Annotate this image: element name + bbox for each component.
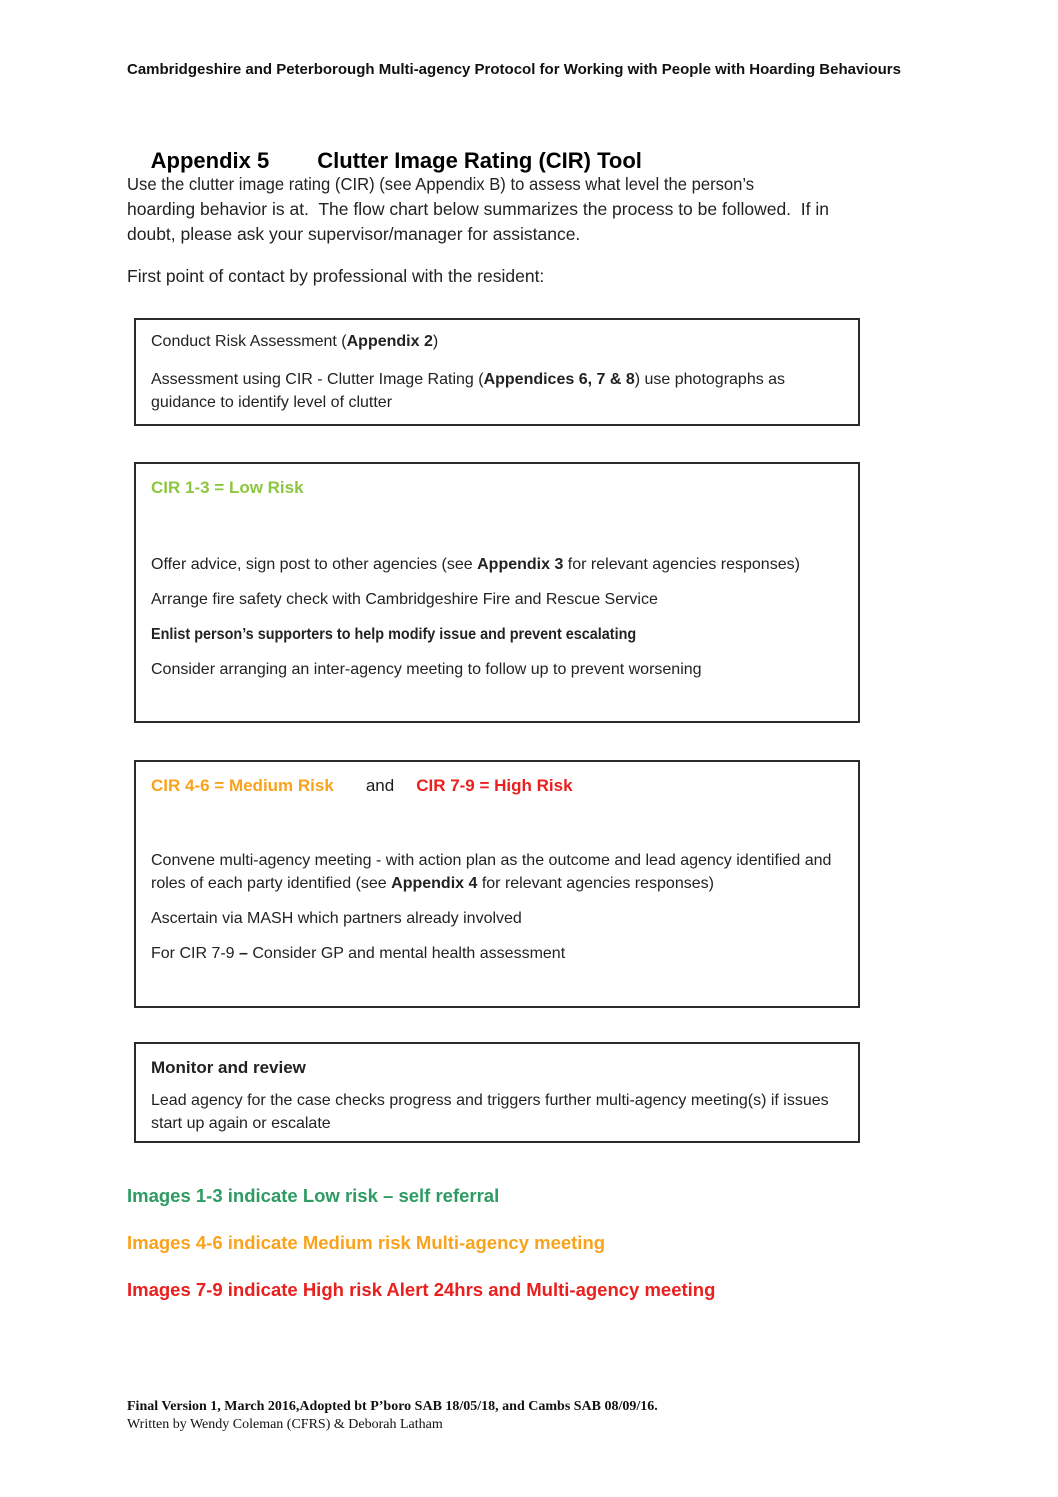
intro-line-1: Use the clutter image rating (CIR) (see Appendix B) to assess what level the person’s — [127, 174, 755, 194]
intro-line-2: hoarding behavior is at. The flow chart below summarizes the process to be followed. If in — [127, 199, 829, 219]
document-footer — [127, 1398, 658, 1433]
medium-high-p1 — [151, 849, 843, 895]
appendix-label: Appendix 5 — [150, 148, 270, 173]
flowchart-box-monitor-review — [134, 1042, 860, 1143]
risk-summary-section — [127, 1185, 715, 1326]
text-segment: for relevant agencies responses) — [563, 556, 800, 573]
monitor-heading: Monitor and review — [151, 1058, 306, 1077]
medium-risk-label: CIR 4-6 = Medium Risk — [151, 776, 334, 795]
monitor-body: Lead agency for the case checks progress and triggers further multi-agency meeting(s) if issues start up again or escalate — [151, 1092, 829, 1132]
medium-high-p3 — [151, 942, 843, 965]
text-segment: Offer advice, sign post to other agencies (see — [151, 556, 478, 573]
footer-author-line: Written by Wendy Coleman (CFRS) & Deborah Latham — [127, 1416, 443, 1432]
text-segment: ) — [432, 333, 439, 350]
text-segment: Assessment using CIR - Clutter Image Rating ( — [151, 371, 484, 388]
high-risk-label: CIR 7-9 = High Risk — [416, 776, 573, 795]
assessment-body — [151, 368, 843, 414]
low-risk-p4: Consider arranging an inter-agency meeting to follow up to prevent worsening — [151, 661, 702, 678]
and-separator: and — [365, 776, 395, 795]
low-risk-p1 — [151, 553, 843, 576]
text-segment: For CIR 7-9 — [151, 945, 240, 962]
title-text: Clutter Image Rating (CIR) Tool — [317, 148, 642, 173]
low-risk-heading: CIR 1-3 = Low Risk — [151, 478, 304, 497]
text-segment: ) use photographs as guidance to identify level of clutter — [151, 371, 786, 411]
enlist-supporters-line: Enlist person’s supporters to help modify issue and prevent escalating — [151, 626, 637, 643]
intro-line-3: doubt, please ask your supervisor/manager for assistance. — [127, 224, 581, 244]
contact-line: First point of contact by professional with the resident: — [127, 266, 545, 286]
intro-paragraph — [127, 172, 829, 247]
medium-high-p2: Ascertain via MASH which partners already involved — [151, 910, 522, 927]
flowchart-box-low-risk — [134, 462, 860, 723]
flowchart-box-risk-assessment — [134, 318, 860, 426]
risk-summary-low: Images 1-3 indicate Low risk – self referral — [127, 1185, 500, 1206]
flowchart-box-medium-high-risk — [134, 760, 860, 1008]
low-risk-p3 — [151, 623, 843, 646]
appendix-3-reference: Appendix 3 — [477, 556, 564, 573]
text-segment: for relevant agencies responses) — [477, 875, 714, 892]
text-segment: Conduct Risk Assessment ( — [151, 333, 347, 350]
risk-summary-medium: Images 4-6 indicate Medium risk Multi-agency meeting — [127, 1232, 606, 1253]
assessment-title — [151, 330, 843, 353]
appendices-678-reference: Appendices 6, 7 & 8 — [483, 371, 635, 388]
document-header: Cambridgeshire and Peterborough Multi-agency Protocol for Working with People with Hoarding Behaviours — [127, 61, 901, 78]
medium-high-heading — [151, 774, 843, 797]
text-segment: Consider GP and mental health assessment — [247, 945, 566, 962]
footer-version-line: Final Version 1, March 2016,Adopted bt P’boro SAB 18/05/18, and Cambs SAB 08/09/16. — [127, 1399, 658, 1414]
appendix-2-reference: Appendix 2 — [346, 333, 433, 350]
risk-summary-high: Images 7-9 indicate High risk Alert 24hrs and Multi-agency meeting — [127, 1279, 716, 1300]
text-segment: Convene multi-agency meeting - with action plan as the outcome and lead agency identified and roles of each party identified (see — [151, 852, 832, 892]
appendix-4-reference: Appendix 4 — [391, 875, 478, 892]
low-risk-p2: Arrange fire safety check with Cambridgeshire Fire and Rescue Service — [151, 591, 658, 608]
dash-separator: – — [239, 945, 248, 962]
